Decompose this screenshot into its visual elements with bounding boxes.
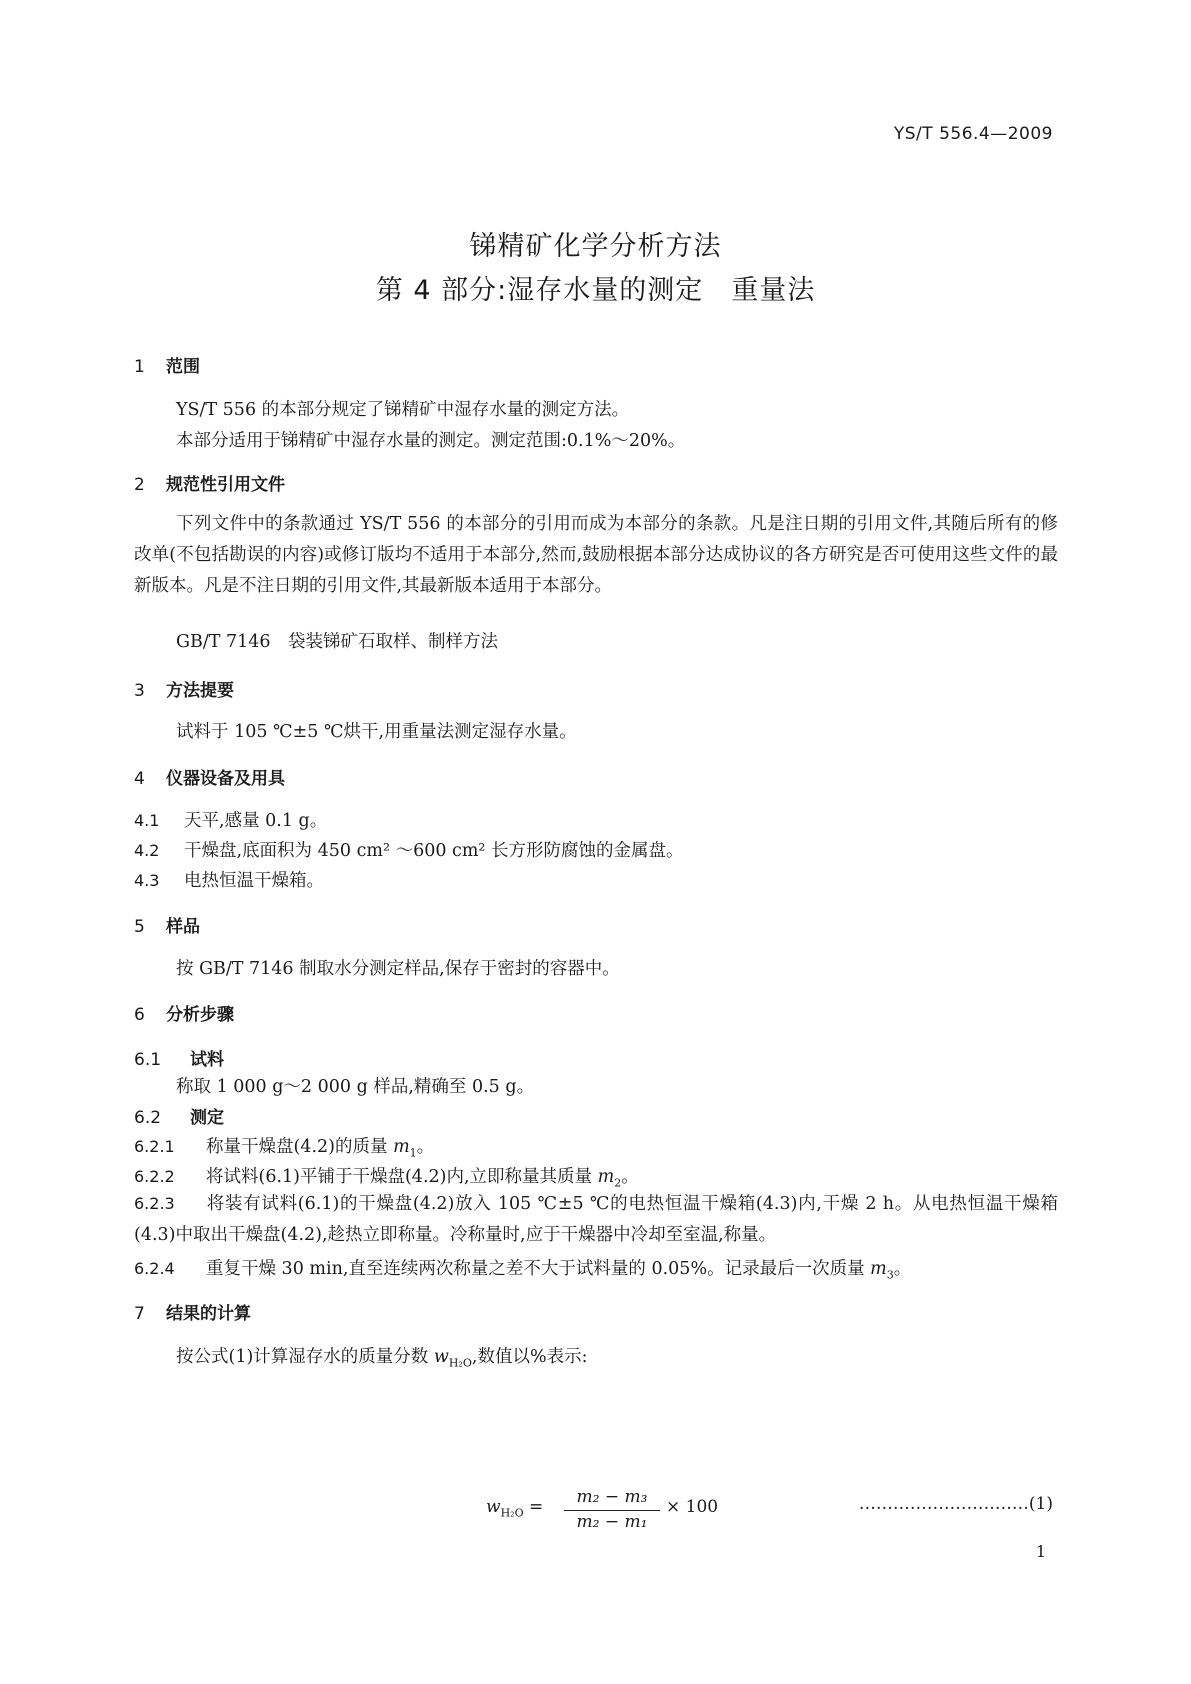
- paragraph: 本部分适用于锑精矿中湿存水量的测定。测定范围:0.1%～20%。: [176, 431, 686, 451]
- section-title: 结果的计算: [166, 1304, 251, 1324]
- variable: w: [433, 1347, 449, 1367]
- clause-number: 6.2.3: [134, 1194, 175, 1213]
- clause-text: 重复干燥 30 min,直至连续两次称量之差不大于试料量的 0.05%。记录最后一次质量: [206, 1259, 871, 1279]
- section-title: 方法提要: [166, 681, 234, 701]
- list-item: [134, 867, 324, 892]
- clause-text: 天平,感量 0.1 g。: [184, 811, 328, 831]
- fraction-numerator: m₂ − m₃: [576, 1487, 648, 1507]
- normative-reference: GB/T 7146 袋装锑矿石取样、制样方法: [176, 632, 499, 652]
- section-heading-7: [134, 1299, 251, 1324]
- clause-number: 4.3: [134, 871, 160, 890]
- subsection-title: 试料: [190, 1050, 224, 1070]
- section-number: 3: [134, 681, 145, 701]
- formula-multiplier: × 100: [666, 1497, 719, 1517]
- clause-number: 6.2.2: [134, 1167, 175, 1186]
- paragraph: YS/T 556 的本部分规定了锑精矿中湿存水量的测定方法。: [176, 400, 630, 420]
- paragraph: 按 GB/T 7146 制取水分测定样品,保存于密封的容器中。: [176, 959, 620, 979]
- section-number: 4: [134, 769, 145, 789]
- paragraph-text: ,数值以%表示:: [471, 1347, 588, 1367]
- subsection-number: 6.2: [134, 1108, 162, 1128]
- document-title: 锑精矿化学分析方法: [469, 231, 722, 262]
- list-item: [134, 1133, 434, 1160]
- section-heading-4: [134, 764, 285, 789]
- clause-number: 4.1: [134, 811, 160, 830]
- variable: m: [597, 1167, 615, 1187]
- paragraph: [176, 1343, 587, 1370]
- variable: m: [870, 1259, 887, 1279]
- section-heading-6: [134, 1000, 234, 1025]
- list-item: [134, 1188, 1058, 1251]
- section-number: 1: [134, 357, 145, 377]
- clause-number: 4.2: [134, 841, 160, 860]
- fraction-denominator: m₂ − m₁: [576, 1512, 648, 1532]
- subsection-heading-6-1: [134, 1045, 224, 1070]
- clause-text: 电热恒温干燥箱。: [184, 871, 324, 891]
- list-item: [134, 1163, 639, 1190]
- section-heading-2: [134, 470, 285, 495]
- section-heading-1: [134, 352, 200, 377]
- subscript: 3: [886, 1268, 894, 1282]
- document-subtitle: 第 4 部分:湿存水量的测定 重量法: [375, 275, 816, 306]
- equation-number: …………………………(1): [858, 1494, 1053, 1514]
- clause-number: 6.2.1: [134, 1137, 175, 1156]
- paragraph-text: 按公式(1)计算湿存水的质量分数: [176, 1347, 434, 1367]
- subscript: H₂O: [448, 1356, 472, 1370]
- section-heading-3: [134, 676, 234, 701]
- formula-fraction: [564, 1487, 660, 1532]
- paragraph: 下列文件中的条款通过 YS/T 556 的本部分的引用而成为本部分的条款。凡是注日期的引用文件,其随后所有的修改单(不包括勘误的内容)或修订版均不适用于本部分,然而,鼓励根据本部分达成协议的各方研究是否可使用这些文件的最新版本。凡是不注日期的引用文件,其最新版本适用于本部分。: [134, 514, 1058, 596]
- list-item: [134, 1255, 911, 1282]
- list-item: [134, 837, 684, 862]
- subsection-title: 测定: [190, 1108, 224, 1128]
- section-title: 样品: [166, 917, 200, 937]
- section-title: 仪器设备及用具: [166, 769, 285, 789]
- subsection-heading-6-2: [134, 1103, 224, 1128]
- section-number: 6: [134, 1005, 145, 1025]
- clause-tail: 。: [893, 1259, 912, 1279]
- variable: m: [393, 1137, 410, 1157]
- page-number: 1: [1035, 1542, 1046, 1561]
- section-number: 2: [134, 475, 145, 495]
- section-title: 范围: [166, 357, 200, 377]
- document-code: YS/T 556.4—2009: [893, 124, 1053, 144]
- section-title: 分析步骤: [166, 1005, 234, 1025]
- clause-tail: 。: [416, 1137, 435, 1157]
- formula-lhs: [486, 1497, 543, 1519]
- subsection-number: 6.1: [134, 1050, 162, 1070]
- fraction-bar: [564, 1510, 660, 1511]
- equals-sign: =: [523, 1497, 544, 1517]
- paragraph: 称取 1 000 g～2 000 g 样品,精确至 0.5 g。: [176, 1077, 535, 1097]
- section-title: 规范性引用文件: [166, 475, 285, 495]
- list-item: [134, 807, 327, 832]
- clause-text: 将试料(6.1)平铺于干燥盘(4.2)内,立即称量其质量: [206, 1167, 598, 1187]
- section-number: 5: [134, 917, 145, 937]
- subscript: 1: [409, 1146, 417, 1160]
- clause-text: 称量干燥盘(4.2)的质量: [206, 1137, 394, 1157]
- clause-text: 将装有试料(6.1)的干燥盘(4.2)放入 105 ℃±5 ℃的电热恒温干燥箱(4.3)内,干燥 2 h。从电热恒温干燥箱(4.3)中取出干燥盘(4.2),趁热立即称量。冷称量时,应于干燥器中冷却至室温,称量。: [134, 1194, 1058, 1245]
- section-number: 7: [134, 1304, 145, 1324]
- section-heading-5: [134, 912, 200, 937]
- subscript: H₂O: [500, 1506, 524, 1520]
- clause-tail: 。: [621, 1167, 639, 1187]
- clause-text: 干燥盘,底面积为 450 cm² ～600 cm² 长方形防腐蚀的金属盘。: [184, 841, 684, 861]
- paragraph: 试料于 105 ℃±5 ℃烘干,用重量法测定湿存水量。: [176, 722, 577, 742]
- subscript: 2: [614, 1176, 622, 1190]
- clause-number: 6.2.4: [134, 1259, 175, 1278]
- variable: w: [486, 1497, 501, 1517]
